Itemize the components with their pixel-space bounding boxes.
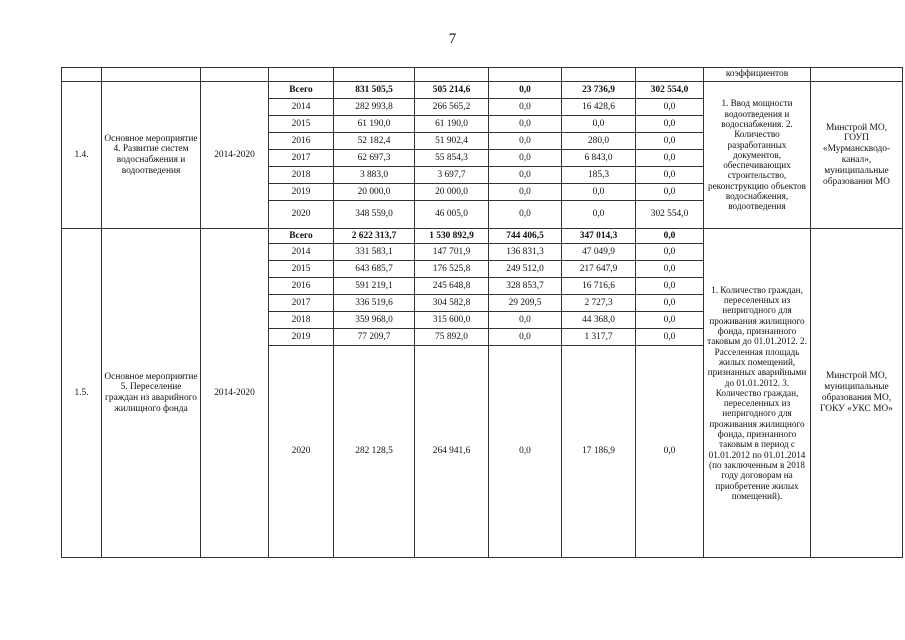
cell-total: 20 000,0 (334, 184, 415, 201)
cell-col2: 264 941,6 (415, 346, 489, 558)
cell-col5: 0,0 (636, 99, 704, 116)
cell-col5: 302 554,0 (636, 201, 704, 229)
cell-col2: 46 005,0 (415, 201, 489, 229)
cell-col5: 0,0 (636, 116, 704, 133)
row-year: 2018 (269, 167, 334, 184)
row-year: 2015 (269, 261, 334, 278)
cell-total: 331 583,1 (334, 244, 415, 261)
cell-col5: 0,0 (636, 295, 704, 312)
cell-col3: 0,0 (489, 150, 562, 167)
table-row (62, 229, 903, 244)
cell-col2: 304 582,8 (415, 295, 489, 312)
cell-col3: 0,0 (489, 346, 562, 558)
cell-col2: 20 000,0 (415, 184, 489, 201)
cell-total: 61 190,0 (334, 116, 415, 133)
row-year: 2018 (269, 312, 334, 329)
row-year: 2017 (269, 150, 334, 167)
table-row (62, 82, 903, 99)
cell-col2: 266 565,2 (415, 99, 489, 116)
cell-total: 591 219,1 (334, 278, 415, 295)
cell-col4: 0,0 (562, 116, 636, 133)
section-period: 2014-2020 (201, 82, 269, 229)
cell-col4: 347 014,3 (562, 229, 636, 244)
cell-col3: 328 853,7 (489, 278, 562, 295)
cell-col4: 47 049,9 (562, 244, 636, 261)
cell-col4: 16 716,6 (562, 278, 636, 295)
cell-col3: 0,0 (489, 99, 562, 116)
page-number: 7 (448, 31, 457, 47)
cell-total: 336 519,6 (334, 295, 415, 312)
cell-col4: 185,3 (562, 167, 636, 184)
cell-total: 348 559,0 (334, 201, 415, 229)
row-year: 2019 (269, 184, 334, 201)
cell-total: 831 505,5 (334, 82, 415, 99)
row-year: 2020 (269, 346, 334, 558)
cell-col4: 16 428,6 (562, 99, 636, 116)
cell-col4: 0,0 (562, 201, 636, 229)
cell-col3: 0,0 (489, 133, 562, 150)
row-year: 2017 (269, 295, 334, 312)
cell-col2: 55 854,3 (415, 150, 489, 167)
cell-col2: 61 190,0 (415, 116, 489, 133)
cell-col3: 744 406,5 (489, 229, 562, 244)
cell-col5: 0,0 (636, 167, 704, 184)
row-year: 2014 (269, 244, 334, 261)
cell-col5: 0,0 (636, 312, 704, 329)
cell-col5: 0,0 (636, 278, 704, 295)
row-year: 2020 (269, 201, 334, 229)
indicators-tail: коэффициентов (704, 68, 811, 82)
cell-col5: 0,0 (636, 150, 704, 167)
cell-col2: 245 648,8 (415, 278, 489, 295)
row-year: 2016 (269, 133, 334, 150)
cell-col3: 0,0 (489, 116, 562, 133)
cell-col5: 0,0 (636, 133, 704, 150)
cell-col4: 217 647,9 (562, 261, 636, 278)
section-title: Основное мероприятие 5. Переселение граждан из аварийного жилищного фонда (102, 229, 201, 558)
cell-col3: 0,0 (489, 201, 562, 229)
cell-total: 52 182,4 (334, 133, 415, 150)
cell-col2: 75 892,0 (415, 329, 489, 346)
row-year: 2019 (269, 329, 334, 346)
cell-col2: 147 701,9 (415, 244, 489, 261)
cell-col3: 0,0 (489, 82, 562, 99)
cell-col5: 0,0 (636, 261, 704, 278)
section-executors: Минстрой МО, ГОУП «Мурманскводо-канал», муниципальные образования МО (811, 82, 903, 229)
cell-col5: 0,0 (636, 184, 704, 201)
row-year: Всего (269, 229, 334, 244)
cell-col5: 302 554,0 (636, 82, 704, 99)
cell-col4: 23 736,9 (562, 82, 636, 99)
cell-col4: 2 727,3 (562, 295, 636, 312)
cell-col5: 0,0 (636, 244, 704, 261)
row-year: 2016 (269, 278, 334, 295)
cell-total: 359 968,0 (334, 312, 415, 329)
section-period: 2014-2020 (201, 229, 269, 558)
cell-col4: 0,0 (562, 184, 636, 201)
cell-col3: 29 209,5 (489, 295, 562, 312)
cell-col3: 0,0 (489, 184, 562, 201)
cell-col2: 315 600,0 (415, 312, 489, 329)
cell-col3: 249 512,0 (489, 261, 562, 278)
cell-col5: 0,0 (636, 346, 704, 558)
cell-col5: 0,0 (636, 229, 704, 244)
section-code: 1.4. (62, 82, 102, 229)
cell-col4: 280,0 (562, 133, 636, 150)
cell-col3: 0,0 (489, 329, 562, 346)
cell-col2: 51 902,4 (415, 133, 489, 150)
section-indicators: 1. Ввод мощности водоотведения и водоснабжения. 2. Количество разработанных документов, обеспечивающих строительство, реконструкцию объектов водоснабжения, водоотведения (704, 82, 811, 229)
section-indicators: 1. Количество граждан, переселенных из непригодного для проживания жилищного фонда, признанного таковым до 01.01.2012. 2. Расселенная площадь жилых помещений, признанных аварийными до 01.01.2012. 3. Количество граждан, переселенных из непригодного для проживания жилищного фонда, признанного таковым в период с 01.01.2012 по 01.01.2014 (по заключенным в 2018 году договорам на приобретение жилых помещений). (704, 229, 811, 558)
cell-col4: 17 186,9 (562, 346, 636, 558)
cell-col4: 1 317,7 (562, 329, 636, 346)
cell-col2: 176 525,8 (415, 261, 489, 278)
cell-total: 62 697,3 (334, 150, 415, 167)
cell-col2: 3 697,7 (415, 167, 489, 184)
program-table (61, 67, 903, 558)
cell-col4: 6 843,0 (562, 150, 636, 167)
continuation-row (62, 68, 903, 82)
cell-col5: 0,0 (636, 329, 704, 346)
cell-col4: 44 368,0 (562, 312, 636, 329)
row-year: 2015 (269, 116, 334, 133)
cell-col3: 0,0 (489, 312, 562, 329)
cell-col2: 505 214,6 (415, 82, 489, 99)
cell-total: 2 622 313,7 (334, 229, 415, 244)
section-title: Основное мероприятие 4. Развитие систем водоснабжения и водоотведения (102, 82, 201, 229)
row-year: 2014 (269, 99, 334, 116)
row-year: Всего (269, 82, 334, 99)
cell-total: 3 883,0 (334, 167, 415, 184)
cell-total: 643 685,7 (334, 261, 415, 278)
section-code: 1.5. (62, 229, 102, 558)
cell-col3: 0,0 (489, 167, 562, 184)
cell-total: 282 993,8 (334, 99, 415, 116)
cell-total: 77 209,7 (334, 329, 415, 346)
section-executors: Минстрой МО, муниципальные образования МО, ГОКУ «УКС МО» (811, 229, 903, 558)
cell-col3: 136 831,3 (489, 244, 562, 261)
cell-col2: 1 530 892,9 (415, 229, 489, 244)
cell-total: 282 128,5 (334, 346, 415, 558)
